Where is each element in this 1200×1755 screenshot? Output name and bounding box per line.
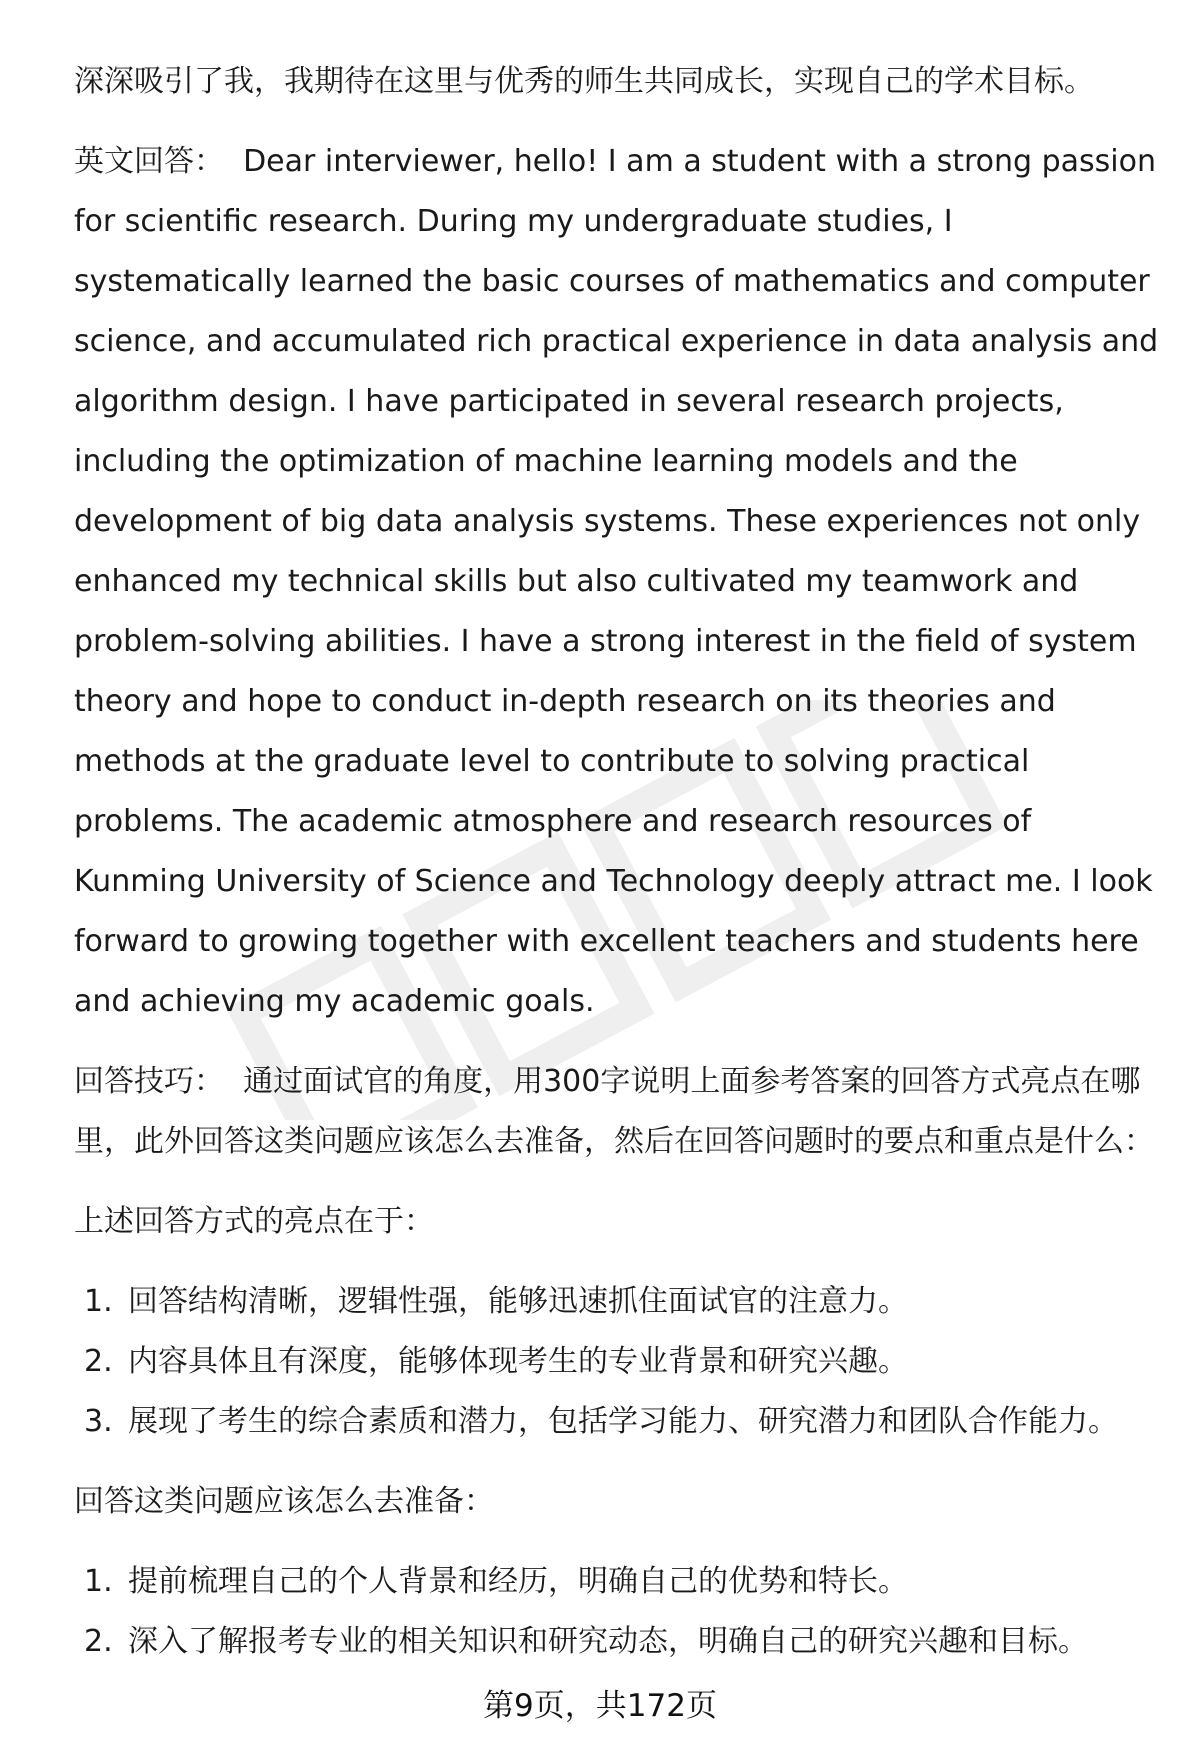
highlights-heading: 上述回答方式的亮点在于： [74,1204,434,1239]
intro-tail-paragraph: 深深吸引了我，我期待在这里与优秀的师生共同成长，实现自己的学术目标。 [74,64,1094,99]
list-item-text: 内容具体且有深度，能够体现考生的专业背景和研究兴趣。 [128,1344,908,1379]
english-answer-text: Dear interviewer, hello! I am a student with a strong passion for scientific research. During my undergraduate studies, I systematically learned the basic courses of mathematics and computer science, and accumulated rich practical experience in data analysis and algorithm design. I have participated in several research projects, including the optimization of machine learning models and the development of big data analysis systems. These experiences not only enhanced my technical skills but also cultivated my teamwork and problem-solving abilities. I have a strong interest in the field of system theory and hope to conduct in-depth research on its theories and methods at the graduate level to contribute to solving practical problems. The academic atmosphere and research resources of Kunming University of Science and Technology deeply attract me. I look forward to growing together with excellent teachers and students here and achieving my academic goals. [74,144,1159,1019]
list-item-number: 1. [84,1564,113,1599]
tips-paragraph [74,1052,1164,1172]
list-item-number: 3. [84,1404,113,1439]
highlights-list [74,1272,1164,1452]
list-item-number: 2. [84,1344,113,1379]
list-item-number: 1. [84,1284,113,1319]
list-item-text: 深入了解报考专业的相关知识和研究动态，明确自己的研究兴趣和目标。 [128,1624,1088,1659]
preparation-list [74,1552,1164,1672]
english-answer-paragraph [74,132,1164,1032]
list-item [74,1272,1164,1332]
list-item-text: 提前梳理自己的个人背景和经历，明确自己的优势和特长。 [128,1564,908,1599]
list-item [74,1392,1164,1452]
list-item-text: 展现了考生的综合素质和潜力，包括学习能力、研究潜力和团队合作能力。 [128,1404,1118,1439]
page-number-footer: 第9页，共172页 [483,1688,717,1724]
tips-label: 回答技巧： [74,1064,224,1099]
preparation-heading: 回答这类问题应该怎么去准备： [74,1484,494,1519]
english-answer-label: 英文回答： [74,144,224,179]
tips-text: 通过面试官的角度，用300字说明上面参考答案的回答方式亮点在哪里，此外回答这类问题应该怎么去准备，然后在回答问题时的要点和重点是什么： [74,1064,1154,1159]
list-item-number: 2. [84,1624,113,1659]
list-item [74,1612,1164,1672]
document-body [74,52,1164,1672]
list-item [74,1552,1164,1612]
list-item [74,1332,1164,1392]
list-item-text: 回答结构清晰，逻辑性强，能够迅速抓住面试官的注意力。 [128,1284,908,1319]
